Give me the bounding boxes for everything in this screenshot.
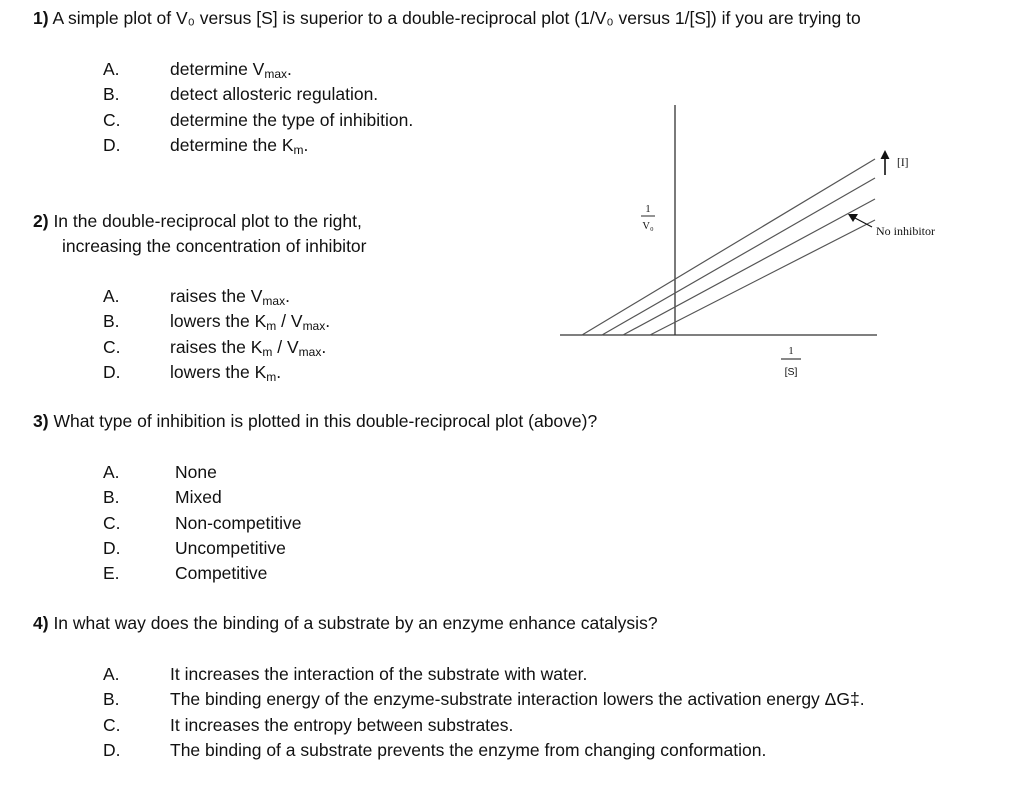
option-text: determine the type of inhibition. xyxy=(170,109,414,130)
series-line-1 xyxy=(582,159,875,335)
option-text: None xyxy=(175,462,217,482)
option-text: lowers the K xyxy=(170,361,267,382)
option-period: . xyxy=(276,361,282,382)
question-4-number: 4) xyxy=(33,613,49,633)
option-text: Uncompetitive xyxy=(175,537,286,558)
question-2-text-line1: In the double-reciprocal plot to the right, xyxy=(53,211,362,231)
option-letter: C. xyxy=(103,109,121,130)
option-text: It increases the entropy between substrates. xyxy=(170,714,514,735)
x-axis-label-numerator: 1 xyxy=(788,346,794,357)
question-3-stem xyxy=(33,411,597,432)
no-inhibitor-pointer xyxy=(848,214,872,227)
option-text: raises the V xyxy=(170,286,263,306)
option-subscript: m xyxy=(266,369,277,384)
option-text: determine the K xyxy=(170,134,294,155)
option-letter: D. xyxy=(103,361,121,382)
option-subscript: m xyxy=(262,344,273,359)
inhibitor-label: [I] xyxy=(897,157,909,169)
question-2-number: 2) xyxy=(33,211,49,231)
option-subscript: m xyxy=(266,319,277,334)
increasing-inhibitor-arrow xyxy=(881,150,890,175)
option-mid: / V xyxy=(276,311,303,332)
option-text: The binding of a substrate prevents the enzyme from changing conformation. xyxy=(170,739,767,760)
option-subscript: m xyxy=(293,142,304,157)
question-1-stem xyxy=(33,8,861,29)
option-subscript: max xyxy=(262,294,286,308)
option-subscript-2: max xyxy=(302,319,326,334)
question-1-number: 1) xyxy=(33,8,49,28)
series-line-4 xyxy=(650,220,875,335)
option-letter: C. xyxy=(103,714,121,735)
question-4-stem xyxy=(33,613,658,634)
option-letter: D. xyxy=(103,134,121,155)
option-subscript-2: max xyxy=(298,344,322,359)
question-2-text-line2: increasing the concentration of inhibitor xyxy=(62,236,367,256)
option-text: lowers the K xyxy=(170,311,267,332)
option-text: It increases the interaction of the substrate with water. xyxy=(170,664,588,684)
option-text: raises the K xyxy=(170,336,263,357)
option-period: . xyxy=(303,134,309,155)
series-line-2 xyxy=(602,178,875,335)
option-letter: E. xyxy=(103,563,120,584)
option-text: determine V xyxy=(170,59,265,79)
question-3-number: 3) xyxy=(33,411,49,431)
option-period: . xyxy=(285,286,290,306)
lineweaver-burk-plot xyxy=(555,100,955,390)
option-period: . xyxy=(287,59,292,79)
option-letter: B. xyxy=(103,487,120,508)
option-letter: A. xyxy=(103,462,120,482)
option-text: Competitive xyxy=(175,563,268,584)
question-2-stem xyxy=(33,209,367,259)
option-subscript: max xyxy=(264,67,288,81)
no-inhibitor-label: No inhibitor xyxy=(876,224,935,238)
question-1-text: A simple plot of V₀ versus [S] is superior to a double-reciprocal plot (1/V₀ versus 1/[S]) if you are trying to xyxy=(52,8,861,28)
option-letter: C. xyxy=(103,336,121,357)
y-axis-label-numerator: 1 xyxy=(645,204,651,215)
option-text: detect allosteric regulation. xyxy=(170,84,379,105)
option-letter: D. xyxy=(103,537,121,558)
option-period: . xyxy=(321,336,327,357)
option-period: . xyxy=(325,311,331,332)
option-letter: D. xyxy=(103,739,121,760)
option-letter: A. xyxy=(103,286,120,306)
option-text: The binding energy of the enzyme-substrate interaction lowers the activation energy ΔG‡. xyxy=(170,689,865,710)
option-letter: B. xyxy=(103,84,120,105)
option-letter: C. xyxy=(103,512,121,533)
option-letter: B. xyxy=(103,311,120,332)
x-axis-label-denominator: [S] xyxy=(784,366,798,378)
option-letter: A. xyxy=(103,59,120,79)
question-4-text: In what way does the binding of a substrate by an enzyme enhance catalysis? xyxy=(53,613,658,633)
plot-lines xyxy=(582,159,875,335)
option-letter: A. xyxy=(103,664,120,684)
option-text: Mixed xyxy=(175,487,222,508)
option-letter: B. xyxy=(103,689,120,710)
series-line-3 xyxy=(623,199,875,335)
question-3-text: What type of inhibition is plotted in this double-reciprocal plot (above)? xyxy=(53,411,598,431)
option-text: Non-competitive xyxy=(175,512,302,533)
option-mid: / V xyxy=(272,336,299,357)
y-axis-label-denominator: V₀ xyxy=(642,221,654,232)
